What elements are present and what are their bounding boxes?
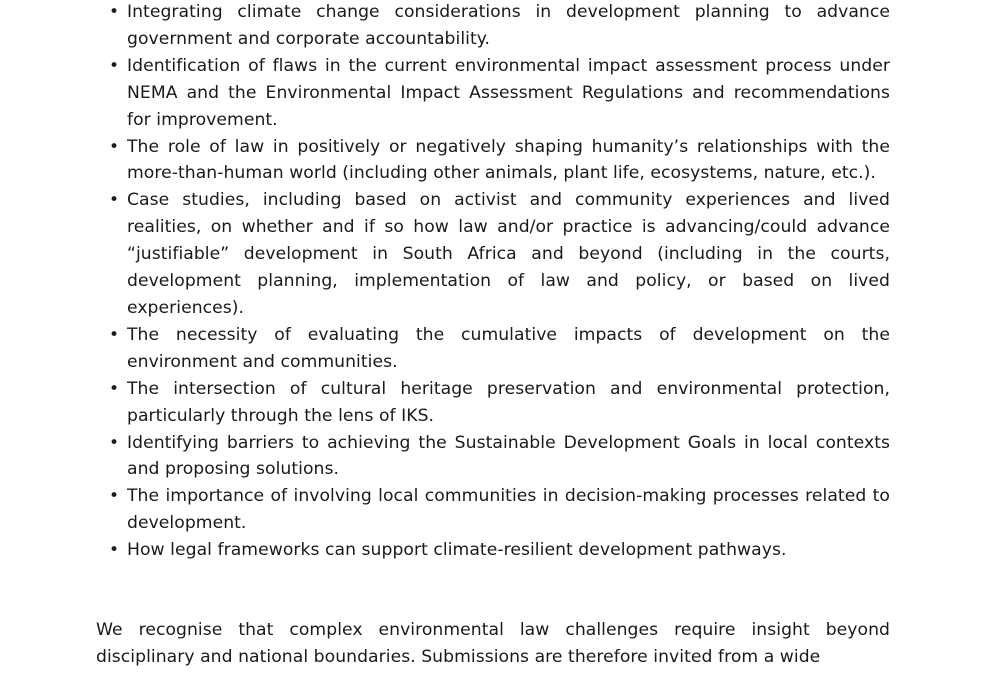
bullet-icon: • xyxy=(108,432,120,453)
list-item xyxy=(96,376,890,430)
body-paragraph: We recognise that complex environmental law challenges require insight beyond disciplinary and national boundaries. Submissions are therefore invited from a wide xyxy=(96,620,890,667)
bullet-icon: • xyxy=(108,190,120,211)
list-item-text: The role of law in positively or negatively shaping humanity’s relationships with the more-than-human world (including other animals, plant life, ecosystems, nature, etc.). xyxy=(127,136,890,184)
list-item-text: The intersection of cultural heritage preservation and environmental protection, particularly through the lens of IKS. xyxy=(127,378,890,426)
topic-list xyxy=(96,0,890,564)
bullet-icon: • xyxy=(108,486,120,507)
list-item-text: Identifying barriers to achieving the Sustainable Development Goals in local contexts and proposing solutions. xyxy=(127,432,890,480)
bullet-icon: • xyxy=(108,540,120,561)
list-item xyxy=(96,53,890,134)
bullet-icon: • xyxy=(108,55,120,76)
list-item xyxy=(96,322,890,376)
list-item xyxy=(96,483,890,537)
list-item-text: How legal frameworks can support climate-resilient development pathways. xyxy=(127,540,787,561)
list-item xyxy=(96,134,890,188)
list-item-text: The importance of involving local communities in decision-making processes related to development. xyxy=(127,486,890,534)
list-item xyxy=(96,537,890,564)
list-item-text: Identification of flaws in the current environmental impact assessment process under NEMA and the Environmental Impact Assessment Regulations and recommendations for improvement. xyxy=(127,55,890,130)
bullet-icon: • xyxy=(108,324,120,345)
list-item xyxy=(96,0,890,53)
list-item xyxy=(96,430,890,484)
list-item-text: Case studies, including based on activist and community experiences and lived realities, on whether and if so how law and/or practice is advancing/could advance “justifiable” development in South Africa and beyond (including in the courts, development planning, implementation of law and policy, or based on lived experiences). xyxy=(127,190,890,318)
bullet-icon: • xyxy=(108,136,120,157)
list-item-text: Integrating climate change considerations in development planning to advance government and corporate accountability. xyxy=(127,2,890,49)
list-item-text: The necessity of evaluating the cumulative impacts of development on the environment and communities. xyxy=(127,324,890,372)
list-item xyxy=(96,187,890,322)
bullet-icon: • xyxy=(108,378,120,399)
bullet-icon: • xyxy=(108,2,120,22)
